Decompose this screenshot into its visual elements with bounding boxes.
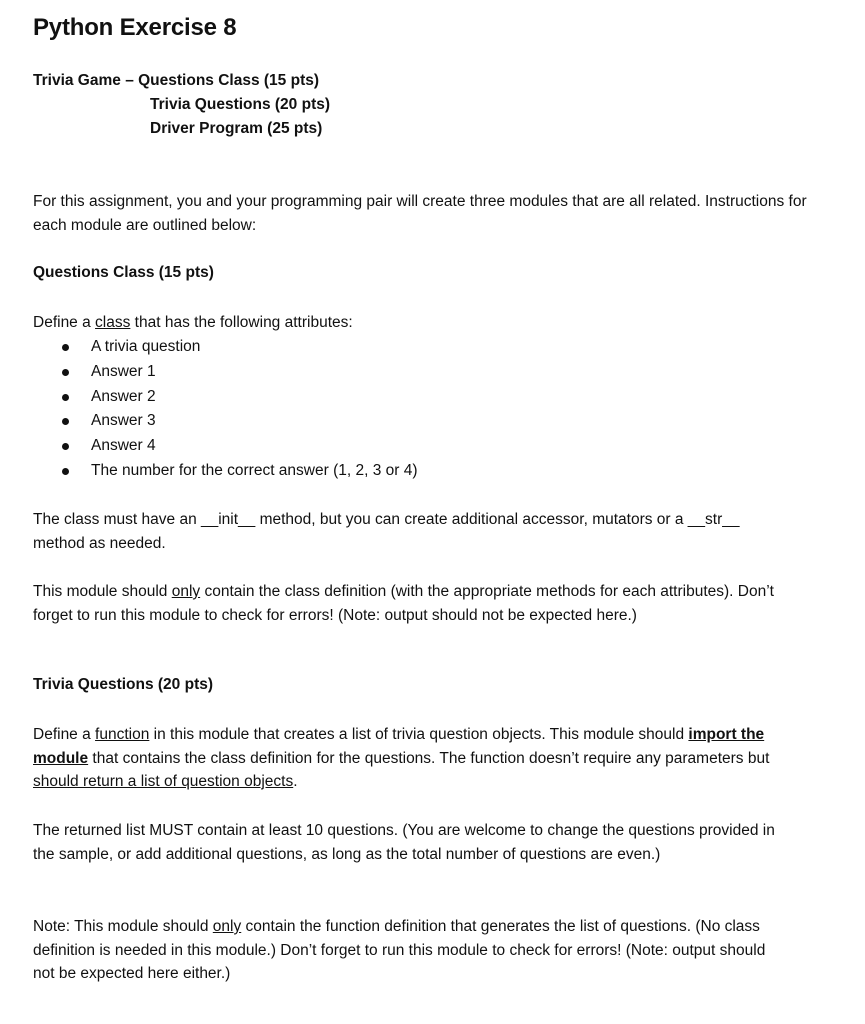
attribute-text: Answer 2 bbox=[91, 387, 156, 405]
define-post: that has the following attributes: bbox=[130, 314, 353, 331]
only-post: contain the class definition (with the appropriate methods for each attributes). Don’t forget to run this module to check for errors! (Note: output should not be expected here.) bbox=[33, 583, 774, 624]
header-lead: Trivia Game – bbox=[33, 72, 139, 89]
class-module-note bbox=[33, 580, 778, 627]
attribute-list bbox=[33, 335, 418, 484]
return-list-underlined: should return a list of question objects bbox=[33, 773, 294, 790]
section-heading-trivia-questions: Trivia Questions (20 pts) bbox=[33, 676, 214, 693]
define-class-sentence bbox=[33, 311, 823, 335]
attribute-text: Answer 4 bbox=[91, 437, 156, 455]
list-item bbox=[33, 434, 418, 459]
header-item-driver-program: Driver Program (25 pts) bbox=[150, 120, 323, 137]
attribute-text: Answer 1 bbox=[91, 362, 156, 380]
note-only-underlined: only bbox=[212, 918, 242, 935]
only-pre: This module should bbox=[33, 583, 172, 600]
init-method-paragraph: The class must have an __init__ method, but you can create additional accessor, mutators or a __str__ method as needed. bbox=[33, 511, 740, 552]
class-underlined: class bbox=[95, 314, 131, 331]
p1-b: in this module that creates a list of trivia question objects. This module should bbox=[149, 726, 689, 743]
bullet-icon bbox=[62, 418, 69, 425]
returned-list-paragraph: The returned list MUST contain at least 10 questions. (You are welcome to change the questions provided in the sample, or add additional questions, as long as the total number of questions are even.) bbox=[33, 822, 775, 863]
import-module-emphasis: import the module bbox=[33, 726, 765, 767]
attribute-text: Answer 3 bbox=[91, 412, 156, 430]
note-a: Note: This module should bbox=[33, 918, 213, 935]
header-line-1 bbox=[33, 72, 319, 90]
trivia-module-note bbox=[33, 915, 773, 986]
list-item bbox=[33, 385, 418, 410]
list-item bbox=[33, 335, 418, 360]
bullet-icon bbox=[62, 344, 69, 351]
p1-a: Define a bbox=[33, 726, 96, 743]
list-item bbox=[33, 409, 418, 434]
attribute-text: The number for the correct answer (1, 2, 3 or 4) bbox=[91, 461, 418, 479]
p1-c: that contains the class definition for the questions. The function doesn’t require any parameters but bbox=[88, 749, 770, 767]
intro-paragraph: For this assignment, you and your programming pair will create three modules that are all related. Instructions for each module are outlined below: bbox=[33, 193, 807, 234]
note-b: contain the function definition that generates the list of questions. (No class definition is needed in this module.) Don’t forget to run this module to check for errors! (Note: output should not be expected here either.) bbox=[33, 918, 766, 982]
header-item-trivia-questions: Trivia Questions (20 pts) bbox=[150, 96, 331, 113]
bullet-icon bbox=[62, 369, 69, 376]
list-item bbox=[33, 459, 418, 484]
header-item-questions-class: Questions Class (15 pts) bbox=[138, 72, 320, 89]
section-heading-questions-class: Questions Class (15 pts) bbox=[33, 264, 214, 281]
bullet-icon bbox=[62, 468, 69, 475]
define-pre: Define a bbox=[33, 314, 96, 331]
page-title: Python Exercise 8 bbox=[33, 14, 237, 41]
bullet-icon bbox=[62, 443, 69, 450]
only-underlined: only bbox=[171, 583, 201, 600]
trivia-function-paragraph bbox=[33, 723, 803, 794]
p1-d: . bbox=[293, 773, 298, 790]
list-item bbox=[33, 360, 418, 385]
function-underlined: function bbox=[95, 726, 150, 743]
bullet-icon bbox=[62, 394, 69, 401]
attribute-text: A trivia question bbox=[91, 338, 201, 355]
